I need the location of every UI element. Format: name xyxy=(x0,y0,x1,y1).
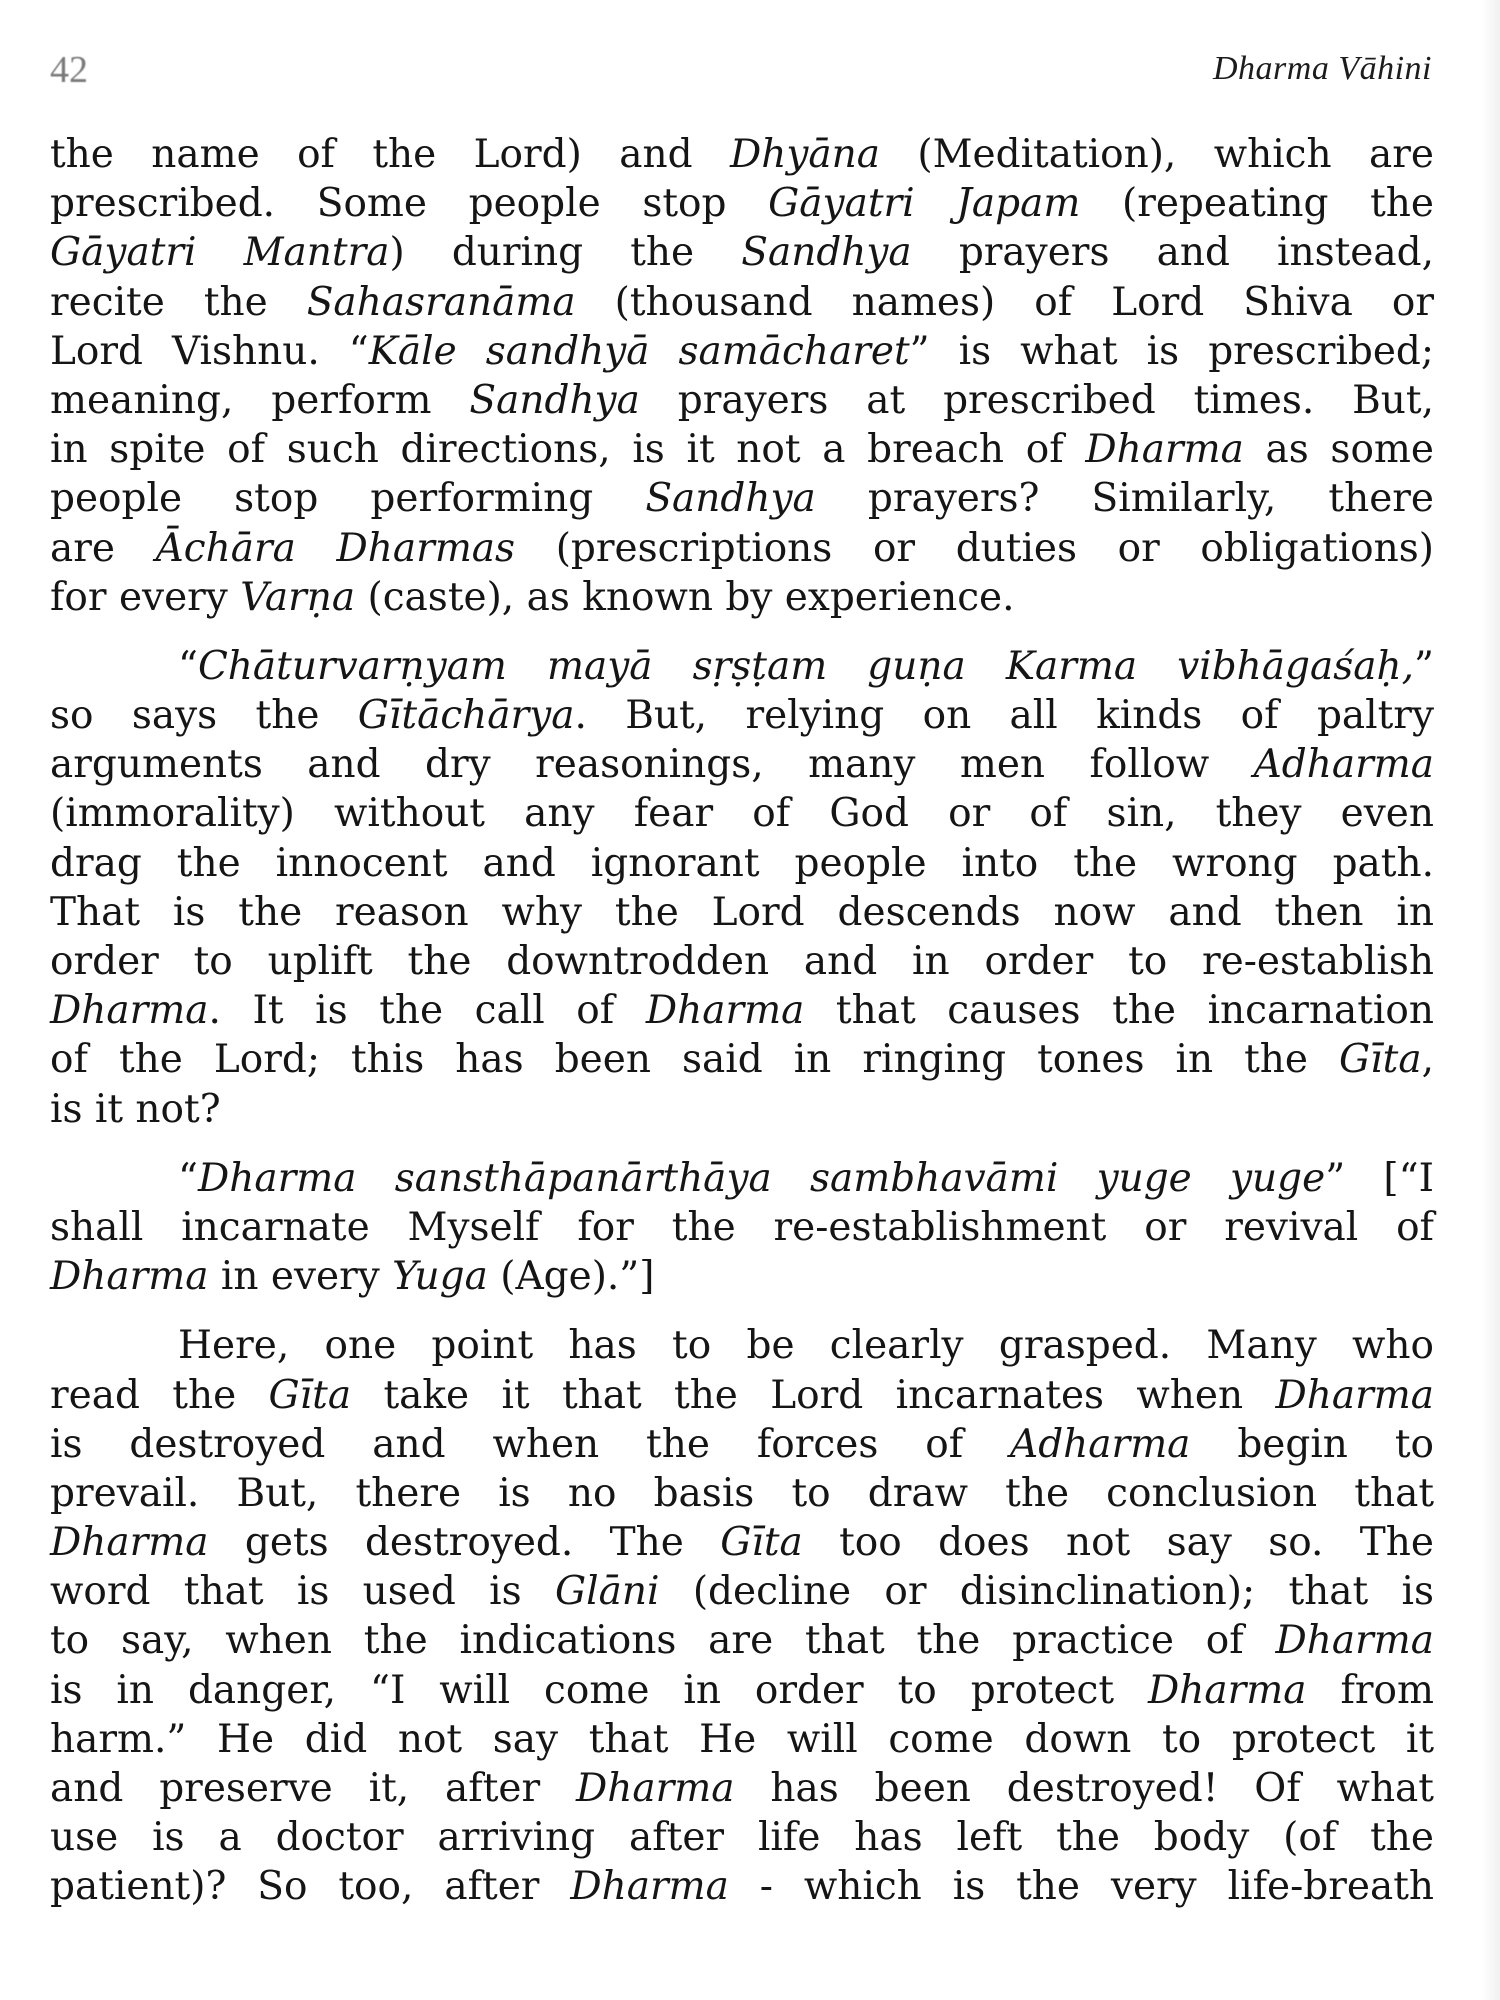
running-title: Dharma Vāhini xyxy=(1213,50,1432,87)
body-text xyxy=(50,130,1434,1912)
text-line: shall incarnate Myself for the re-establishment or revival of xyxy=(50,1204,1434,1250)
text-line: Dharma in every Yuga (Age).”] xyxy=(50,1254,655,1300)
text-line: “Chāturvarṇyam mayā sṛṣṭam guṇa Karma vibhāgaśaḥ,” xyxy=(178,643,1434,689)
text-line: for every Varṇa (caste), as known by experience. xyxy=(50,574,1015,620)
page-edge-shadow xyxy=(1482,0,1500,2000)
paragraph-2 xyxy=(50,642,1434,1134)
text-line: “Dharma sansthāpanārthāya sambhavāmi yuge yuge” [“I xyxy=(178,1155,1434,1201)
text-line: order to uplift the downtrodden and in order to re-establish xyxy=(50,939,1434,984)
text-line: the name of the Lord) and Dhyāna (Meditation), which are xyxy=(50,132,1434,177)
text-line: is in danger, “I will come in order to protect Dharma from xyxy=(50,1667,1435,1713)
text-line: is it not? xyxy=(50,1086,221,1132)
text-line: Here, one point has to be clearly grasped. Many who xyxy=(178,1323,1434,1369)
text-line: meaning, perform Sandhya prayers at prescribed times. But, xyxy=(50,377,1434,423)
text-line: word that is used is Glāni (decline or disinclination); that is xyxy=(50,1569,1435,1615)
text-line: drag the innocent and ignorant people into the wrong path. xyxy=(50,840,1434,886)
text-line: patient)? So too, after Dharma - which is the very life-breath xyxy=(50,1864,1434,1910)
text-line: so says the Gītāchārya. But, relying on all kinds of paltry xyxy=(50,693,1434,739)
text-line: use is a doctor arriving after life has left the body (of the xyxy=(50,1815,1434,1861)
text-line: That is the reason why the Lord descends now and then in xyxy=(50,889,1434,935)
text-line: prescribed. Some people stop Gāyatri Japam (repeating the xyxy=(50,181,1434,227)
text-line: are Āchāra Dharmas (prescriptions or duties or obligations) xyxy=(50,525,1435,571)
text-line: harm.” He did not say that He will come down to protect it xyxy=(50,1716,1434,1762)
text-line: Dharma gets destroyed. The Gīta too does not say so. The xyxy=(50,1520,1434,1566)
text-line: (immorality) without any fear of God or of sin, they even xyxy=(50,791,1434,837)
text-line: Gāyatri Mantra) during the Sandhya prayers and instead, xyxy=(50,230,1435,276)
text-line: is destroyed and when the forces of Adharma begin to xyxy=(50,1421,1434,1467)
text-line: of the Lord; this has been said in ringing tones in the Gīta, xyxy=(50,1037,1434,1083)
paragraph-4 xyxy=(50,1321,1434,1911)
text-line: read the Gīta take it that the Lord incarnates when Dharma xyxy=(50,1372,1434,1418)
paragraph-1 xyxy=(50,130,1434,622)
text-line: recite the Sahasranāma (thousand names) of Lord Shiva or xyxy=(50,279,1434,325)
text-line: Lord Vishnu. “Kāle sandhyā samācharet” is what is prescribed; xyxy=(50,328,1435,374)
paragraph-3 xyxy=(50,1154,1434,1302)
page-header xyxy=(50,48,1432,98)
text-line: in spite of such directions, is it not a breach of Dharma as some xyxy=(50,427,1434,473)
text-line: arguments and dry reasonings, many men follow Adharma xyxy=(50,742,1434,788)
text-line: and preserve it, after Dharma has been destroyed! Of what xyxy=(50,1766,1434,1811)
text-line: prevail. But, there is no basis to draw the conclusion that xyxy=(50,1470,1434,1516)
text-line: Dharma. It is the call of Dharma that causes the incarnation xyxy=(50,988,1435,1034)
text-line: to say, when the indications are that the practice of Dharma xyxy=(50,1618,1434,1664)
page-number: 42 xyxy=(50,49,88,91)
text-line: people stop performing Sandhya prayers? Similarly, there xyxy=(50,476,1434,522)
